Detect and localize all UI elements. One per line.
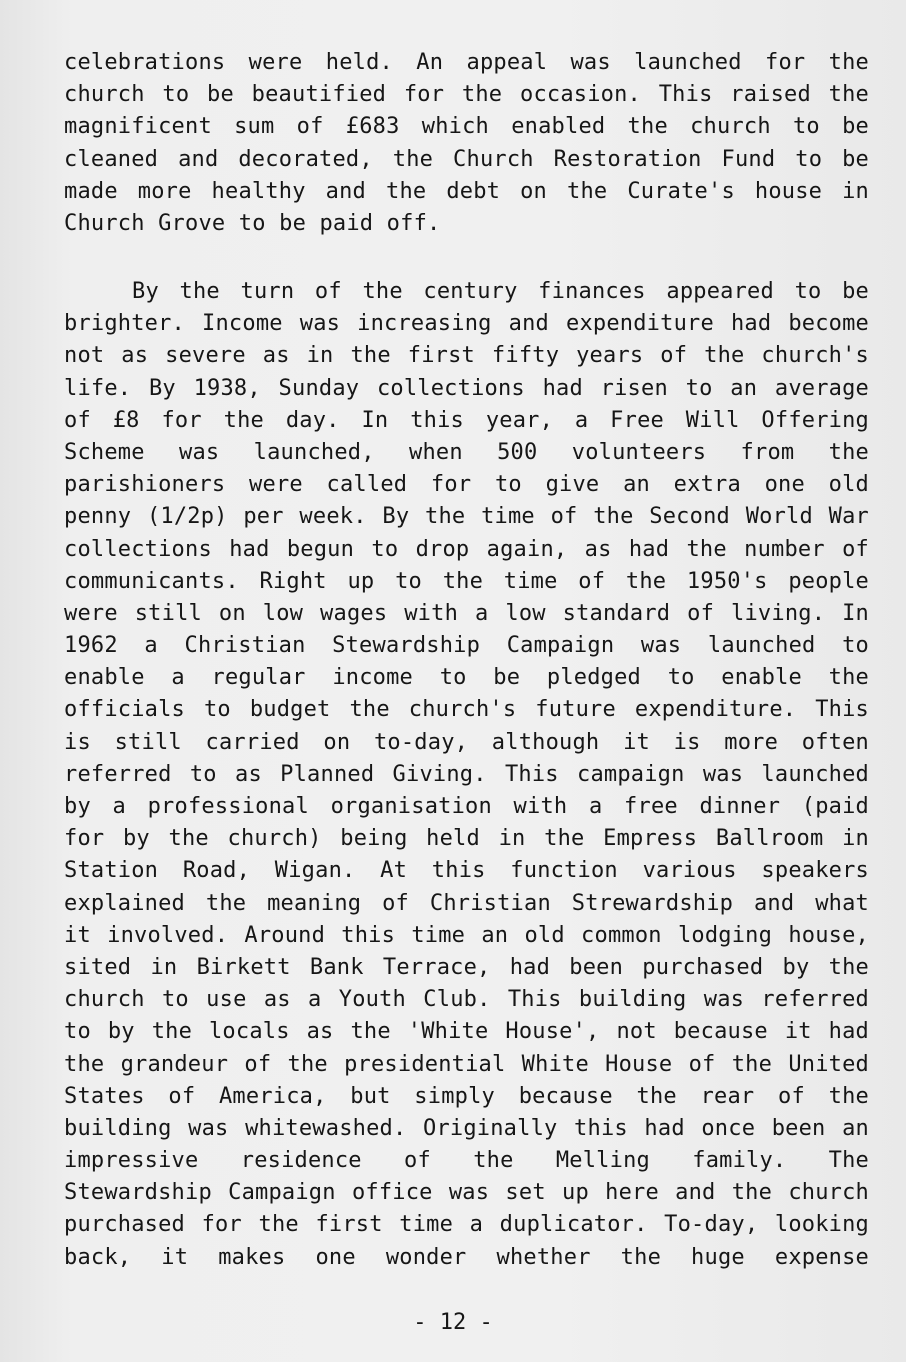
paragraph-2 <box>64 276 869 1274</box>
text-line: it involved. Around this time an old common lodging house, <box>64 922 869 948</box>
text-line: church to be beautified for the occasion. This raised the <box>64 82 869 108</box>
text-line: officials to budget the church's future expenditure. This <box>64 697 869 723</box>
text-line: purchased for the first time a duplicator. To-day, looking <box>64 1212 869 1238</box>
text-line: the grandeur of the presidential White House of the United <box>64 1051 869 1077</box>
paragraph-1 <box>64 47 869 240</box>
text-line: were still on low wages with a low standard of living. In <box>64 600 869 626</box>
text-line: collections had begun to drop again, as had the number of <box>64 536 869 562</box>
page-number: - 12 - <box>413 1310 493 1335</box>
text-line: impressive residence of the Melling family. The <box>64 1148 869 1174</box>
text-line: States of America, but simply because the rear of the <box>64 1083 869 1109</box>
text-line: Station Road, Wigan. At this function various speakers <box>64 858 869 884</box>
text-line: enable a regular income to be pledged to enable the <box>64 665 869 691</box>
text-line: referred to as Planned Giving. This campaign was launched <box>64 761 869 787</box>
text-line: church to use as a Youth Club. This building was referred <box>64 987 869 1013</box>
text-line: By the turn of the century finances appeared to be <box>132 279 869 304</box>
text-line: to by the locals as the 'White House', not because it had <box>64 1019 869 1045</box>
text-line: by a professional organisation with a free dinner (paid <box>64 794 869 819</box>
text-line: Stewardship Campaign office was set up here and the church <box>64 1180 869 1206</box>
text-line: explained the meaning of Christian Strewardship and what <box>64 890 869 916</box>
text-line: is still carried on to-day, although it is more often <box>64 729 869 755</box>
text-line: 1962 a Christian Stewardship Campaign was launched to <box>64 633 869 659</box>
text-line: building was whitewashed. Originally this had once been an <box>64 1115 869 1141</box>
text-line: made more healthy and the debt on the Curate's house in <box>64 178 869 204</box>
text-line: penny (1/2p) per week. By the time of the Second World War <box>64 504 869 530</box>
text-line: for by the church) being held in the Empress Ballroom in <box>64 826 869 852</box>
text-line: magnificent sum of £683 which enabled the church to be <box>64 114 869 140</box>
text-line: of £8 for the day. In this year, a Free Will Offering <box>64 407 869 433</box>
text-line: life. By 1938, Sunday collections had risen to an average <box>64 375 869 401</box>
text-line: not as severe as in the first fifty years of the church's <box>64 343 869 369</box>
text-line: parishioners were called for to give an extra one old <box>64 472 869 498</box>
text-line: celebrations were held. An appeal was launched for the <box>64 50 869 75</box>
text-line: brighter. Income was increasing and expenditure had become <box>64 311 869 337</box>
text-line: cleaned and decorated, the Church Restoration Fund to be <box>64 146 869 172</box>
text-line: sited in Birkett Bank Terrace, had been purchased by the <box>64 954 869 980</box>
text-line: Scheme was launched, when 500 volunteers from the <box>64 439 869 465</box>
text-line: back, it makes one wonder whether the huge expense <box>64 1244 869 1270</box>
text-line: Church Grove to be paid off. <box>64 210 441 236</box>
text-line: communicants. Right up to the time of the 1950's people <box>64 568 869 594</box>
